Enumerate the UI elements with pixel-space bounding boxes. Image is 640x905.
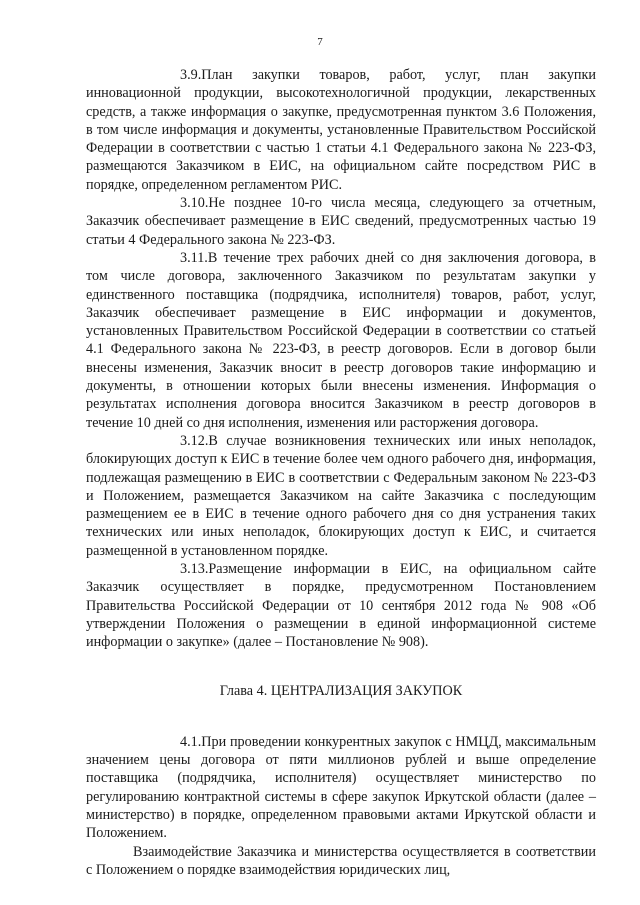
paragraph-text: Взаимодействие Заказчика и министерства осуществляется в соответствии с Положением о порядке взаимодействия юридических лиц, [86,843,596,878]
section-3-10 [86,194,596,249]
section-text: Размещение информации в ЕИС, на официальном сайте Заказчик осуществляет в порядке, предусмотренном Постановлением Правительства Российской Федерации от 10 сентября 2012 года № 908 «Об утверждении Положения о размещении в единой информационной системе информации о закупке» (далее – Постановление № 908). [86,561,596,651]
section-3-13 [86,560,596,651]
paragraph-interaction [86,843,596,880]
section-4-1 [86,733,596,843]
section-3-11 [86,249,596,432]
section-number: 4.1. [180,733,202,750]
document-body [86,66,596,879]
section-number: 3.11. [180,249,208,266]
section-text: В течение трех рабочих дней со дня заключения договора, в том числе договора, заключенного Заказчиком по результатам закупки у единственного поставщика (подрядчика, исполнителя) товаров, работ, услуг, Заказчик обеспечивает размещение в ЕИС информации и документов, установленных Правительством Российской Федерации в соответствии со статьей 4.1 Федерального закона № 223-ФЗ, в реестр договоров. Если в договор были внесены изменения, Заказчик вносит в реестр договоров такие информацию и документы, в отношении которых были внесены изменения. Информация о результатах исполнения договора вносится Заказчиком в реестр договоров в течение 10 дней со дня исполнения, изменения или расторжения договора. [86,249,596,431]
chapter-heading: Глава 4. ЦЕНТРАЛИЗАЦИЯ ЗАКУПОК [219,682,463,699]
section-text: Не позднее 10-го числа месяца, следующего за отчетным, Заказчик обеспечивает размещение в ЕИС сведений, предусмотренных частью 19 статьи 4 Федерального закона № 223-ФЗ. [86,195,596,248]
section-text: План закупки товаров, работ, услуг, план закупки инновационной продукции, высокотехнологичной продукции, лекарственных средств, а также информация о закупке, предусмотренная пунктом 3.6 Положения, в том числе информация и документы, установленные Правительством Российской Федерации в соответствии с частью 1 статьи 4.1 Федерального закона № 223-ФЗ, размещаются Заказчиком в ЕИС, на официальном сайте посредством РИС в порядке, определенном регламентом РИС. [86,67,596,193]
section-text: При проведении конкурентных закупок с НМЦД, максимальным значением цены договора от пяти миллионов рублей и выше определение поставщика (подрядчика, исполнителя) осуществляет министерство по регулированию контрактной системы в сфере закупок Иркутской области (далее – министерство) в порядке, определенном правовыми актами Иркутской области и Положением. [86,733,596,842]
section-3-9 [86,66,596,194]
section-number: 3.12. [180,432,209,449]
page-number: 7 [317,36,323,48]
section-number: 3.9. [180,67,202,83]
section-text: В случае возникновения технических или иных неполадок, блокирующих доступ к ЕИС в течение более чем одного рабочего дня, информация, подлежащая размещению в ЕИС в соответствии с Федеральным законом № 223-ФЗ и Положением, размещается Заказчиком на сайте Заказчика с последующим размещением ее в ЕИС в течение одного рабочего дня со дня устранения таких технических или иных неполадок, блокирующих доступ к ЕИС, и считается размещенной в установленном порядке. [86,432,596,559]
section-number: 3.10. [180,195,209,212]
section-number: 3.13. [180,561,209,578]
section-3-12 [86,432,596,560]
